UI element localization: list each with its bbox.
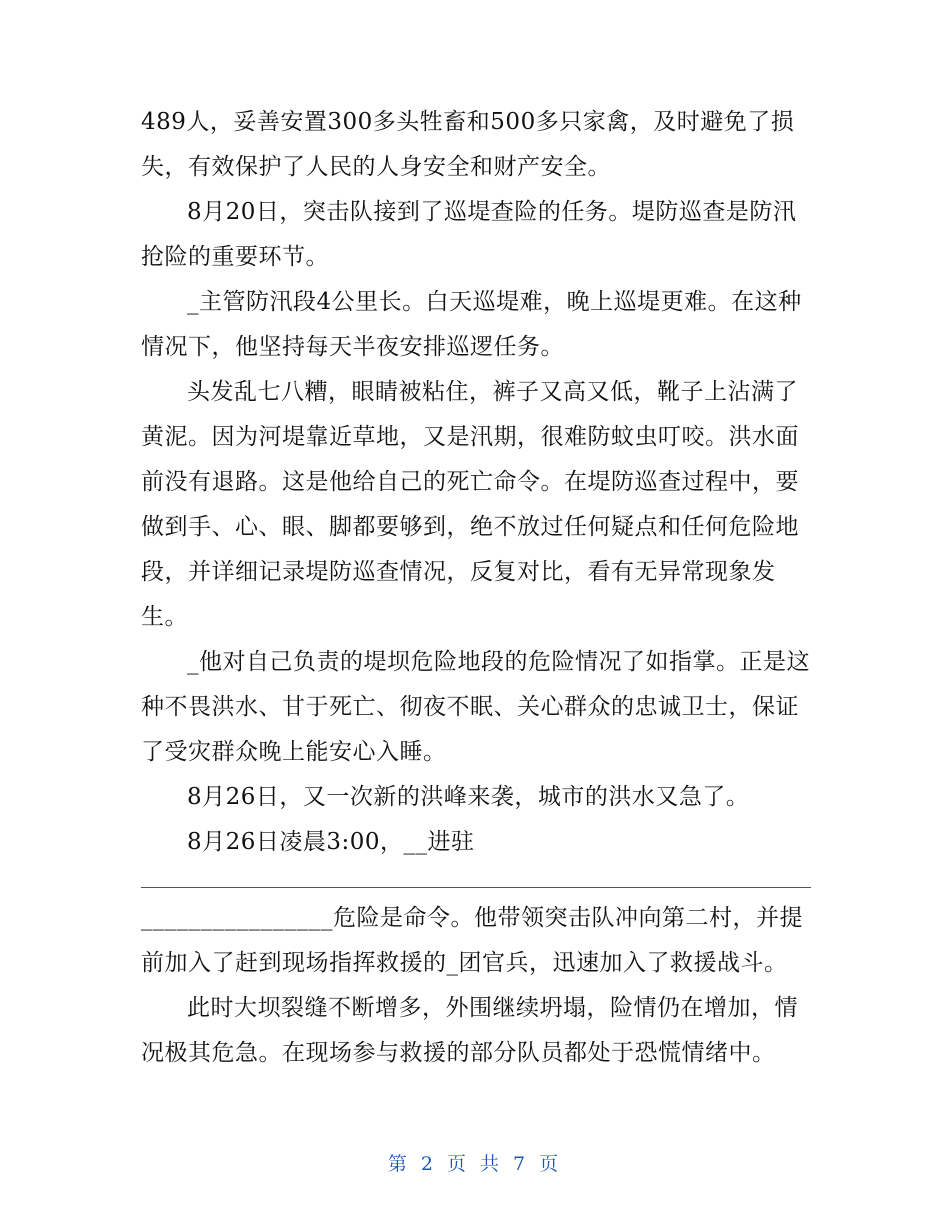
body-text <box>141 100 811 1076</box>
text-line: ________________危险是命令。他带领突击队冲向第二村，并提 <box>141 905 803 931</box>
text-block-before-rule <box>141 100 811 865</box>
text-line: 8月20日，突击队接到了巡堤查险的任务。堤防巡查是防汛 <box>187 199 797 225</box>
text-line: 生。 <box>141 604 188 630</box>
text-line: 失，有效保护了人民的人身安全和财产安全。 <box>141 154 611 180</box>
text-line: 489人，妥善安置300多头牲畜和500多只家禽，及时避免了损 <box>141 109 795 135</box>
horizontal-rule <box>141 887 811 888</box>
text-line: 前加入了赶到现场指挥救援的_团官兵，迅速加入了救援战斗。 <box>141 950 788 976</box>
text-line: 8月26日，又一次新的洪峰来袭，城市的洪水又急了。 <box>187 784 750 810</box>
text-line: 前没有退路。这是他给自己的死亡命令。在堤防巡查过程中，要 <box>141 469 799 495</box>
text-line: 况极其危急。在现场参与救援的部分队员都处于恐慌情绪中。 <box>141 1040 776 1066</box>
text-line: 种不畏洪水、甘于死亡、彻夜不眠、关心群众的忠诚卫士，保证 <box>141 694 799 720</box>
text-line: 了受灾群众晚上能安心入睡。 <box>141 739 447 765</box>
text-line: 情况下，他坚持每天半夜安排巡逻任务。 <box>141 334 564 360</box>
text-line: 黄泥。因为河堤靠近草地，又是汛期，很难防蚊虫叮咬。洪水面 <box>141 424 799 450</box>
text-line: _他对自己负责的堤坝危险地段的危险情况了如指掌。正是这 <box>187 649 810 675</box>
text-line: 8月26日凌晨3:00，__进驻 <box>187 829 475 855</box>
text-line: 此时大坝裂缝不断增多，外围继续坍塌，险情仍在增加，情 <box>187 995 798 1021</box>
text-line: 头发乱七八糟，眼睛被粘住，裤子又高又低，靴子上沾满了 <box>187 379 798 405</box>
text-line: _主管防汛段4公里长。白天巡堤难，晚上巡堤更难。在这种 <box>187 289 802 315</box>
text-line: 做到手、心、眼、脚都要够到，绝不放过任何疑点和任何危险地 <box>141 514 799 540</box>
text-line: 段，并详细记录堤防巡查情况，反复对比，看有无异常现象发 <box>141 559 776 585</box>
text-block-after-rule <box>141 896 811 1076</box>
page-footer: 第 2 页 共 7 页 <box>387 1153 563 1175</box>
text-line: 抢险的重要环节。 <box>141 244 329 270</box>
